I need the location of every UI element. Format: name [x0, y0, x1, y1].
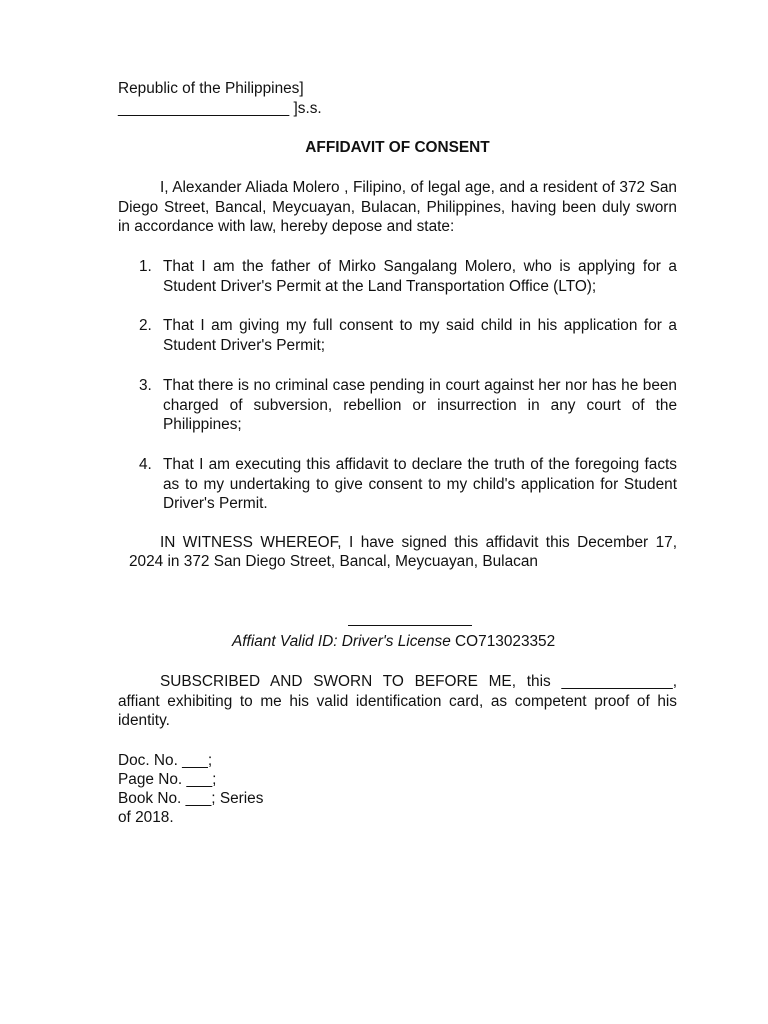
- signature-line: [348, 625, 472, 626]
- doc-number: Doc. No. ___;: [118, 752, 213, 769]
- republic-line: Republic of the Philippines]: [118, 80, 304, 97]
- list-item-text: That I am the father of Mirko Sangalang Molero, who is applying for a Student Driver's Permit at the Land Transportation Office (LTO);: [163, 258, 677, 295]
- ss-suffix: ]s.s.: [289, 100, 322, 117]
- list-item-number: 1.: [139, 258, 152, 275]
- series-year: of 2018.: [118, 809, 174, 826]
- book-number: Book No. ___; Series: [118, 790, 264, 807]
- intro-paragraph: I, Alexander Aliada Molero , Filipino, of legal age, and a resident of 372 San Diego Street, Bancal, Meycuayan, Bulacan, Philippines, having been duly sworn in accordance with law, hereby depose and state:: [118, 179, 677, 236]
- page-number: Page No. ___;: [118, 771, 217, 788]
- document-title: AFFIDAVIT OF CONSENT: [305, 139, 490, 156]
- ss-line: [118, 99, 322, 119]
- affiant-id-label: Affiant Valid ID: Driver's License: [232, 633, 451, 650]
- list-item-text: That I am giving my full consent to my said child in his application for a Student Driver's Permit;: [163, 317, 677, 354]
- witness-line-2: 2024 in 372 San Diego Street, Bancal, Meycuayan, Bulacan: [129, 553, 538, 570]
- list-item-text: That there is no criminal case pending in court against her nor has he been charged of subversion, rebellion or insurrection in any court of the Philippines;: [163, 377, 677, 434]
- list-item-text: That I am executing this affidavit to declare the truth of the foregoing facts as to my undertaking to give consent to my child's application for Student Driver's Permit.: [163, 456, 677, 513]
- list-item-number: 3.: [139, 377, 152, 394]
- list-item-number: 4.: [139, 456, 152, 473]
- affiant-id-number: CO713023352: [450, 633, 556, 650]
- ss-blank: ____________________: [118, 100, 290, 117]
- affiant-id-line: [232, 632, 555, 652]
- jurat-paragraph: SUBSCRIBED AND SWORN TO BEFORE ME, this _____________, affiant exhibiting to me his valid identification card, as competent proof of his identity.: [118, 673, 677, 730]
- witness-line-1: IN WITNESS WHEREOF, I have signed this affidavit this December 17,: [160, 534, 677, 551]
- list-item-number: 2.: [139, 317, 152, 334]
